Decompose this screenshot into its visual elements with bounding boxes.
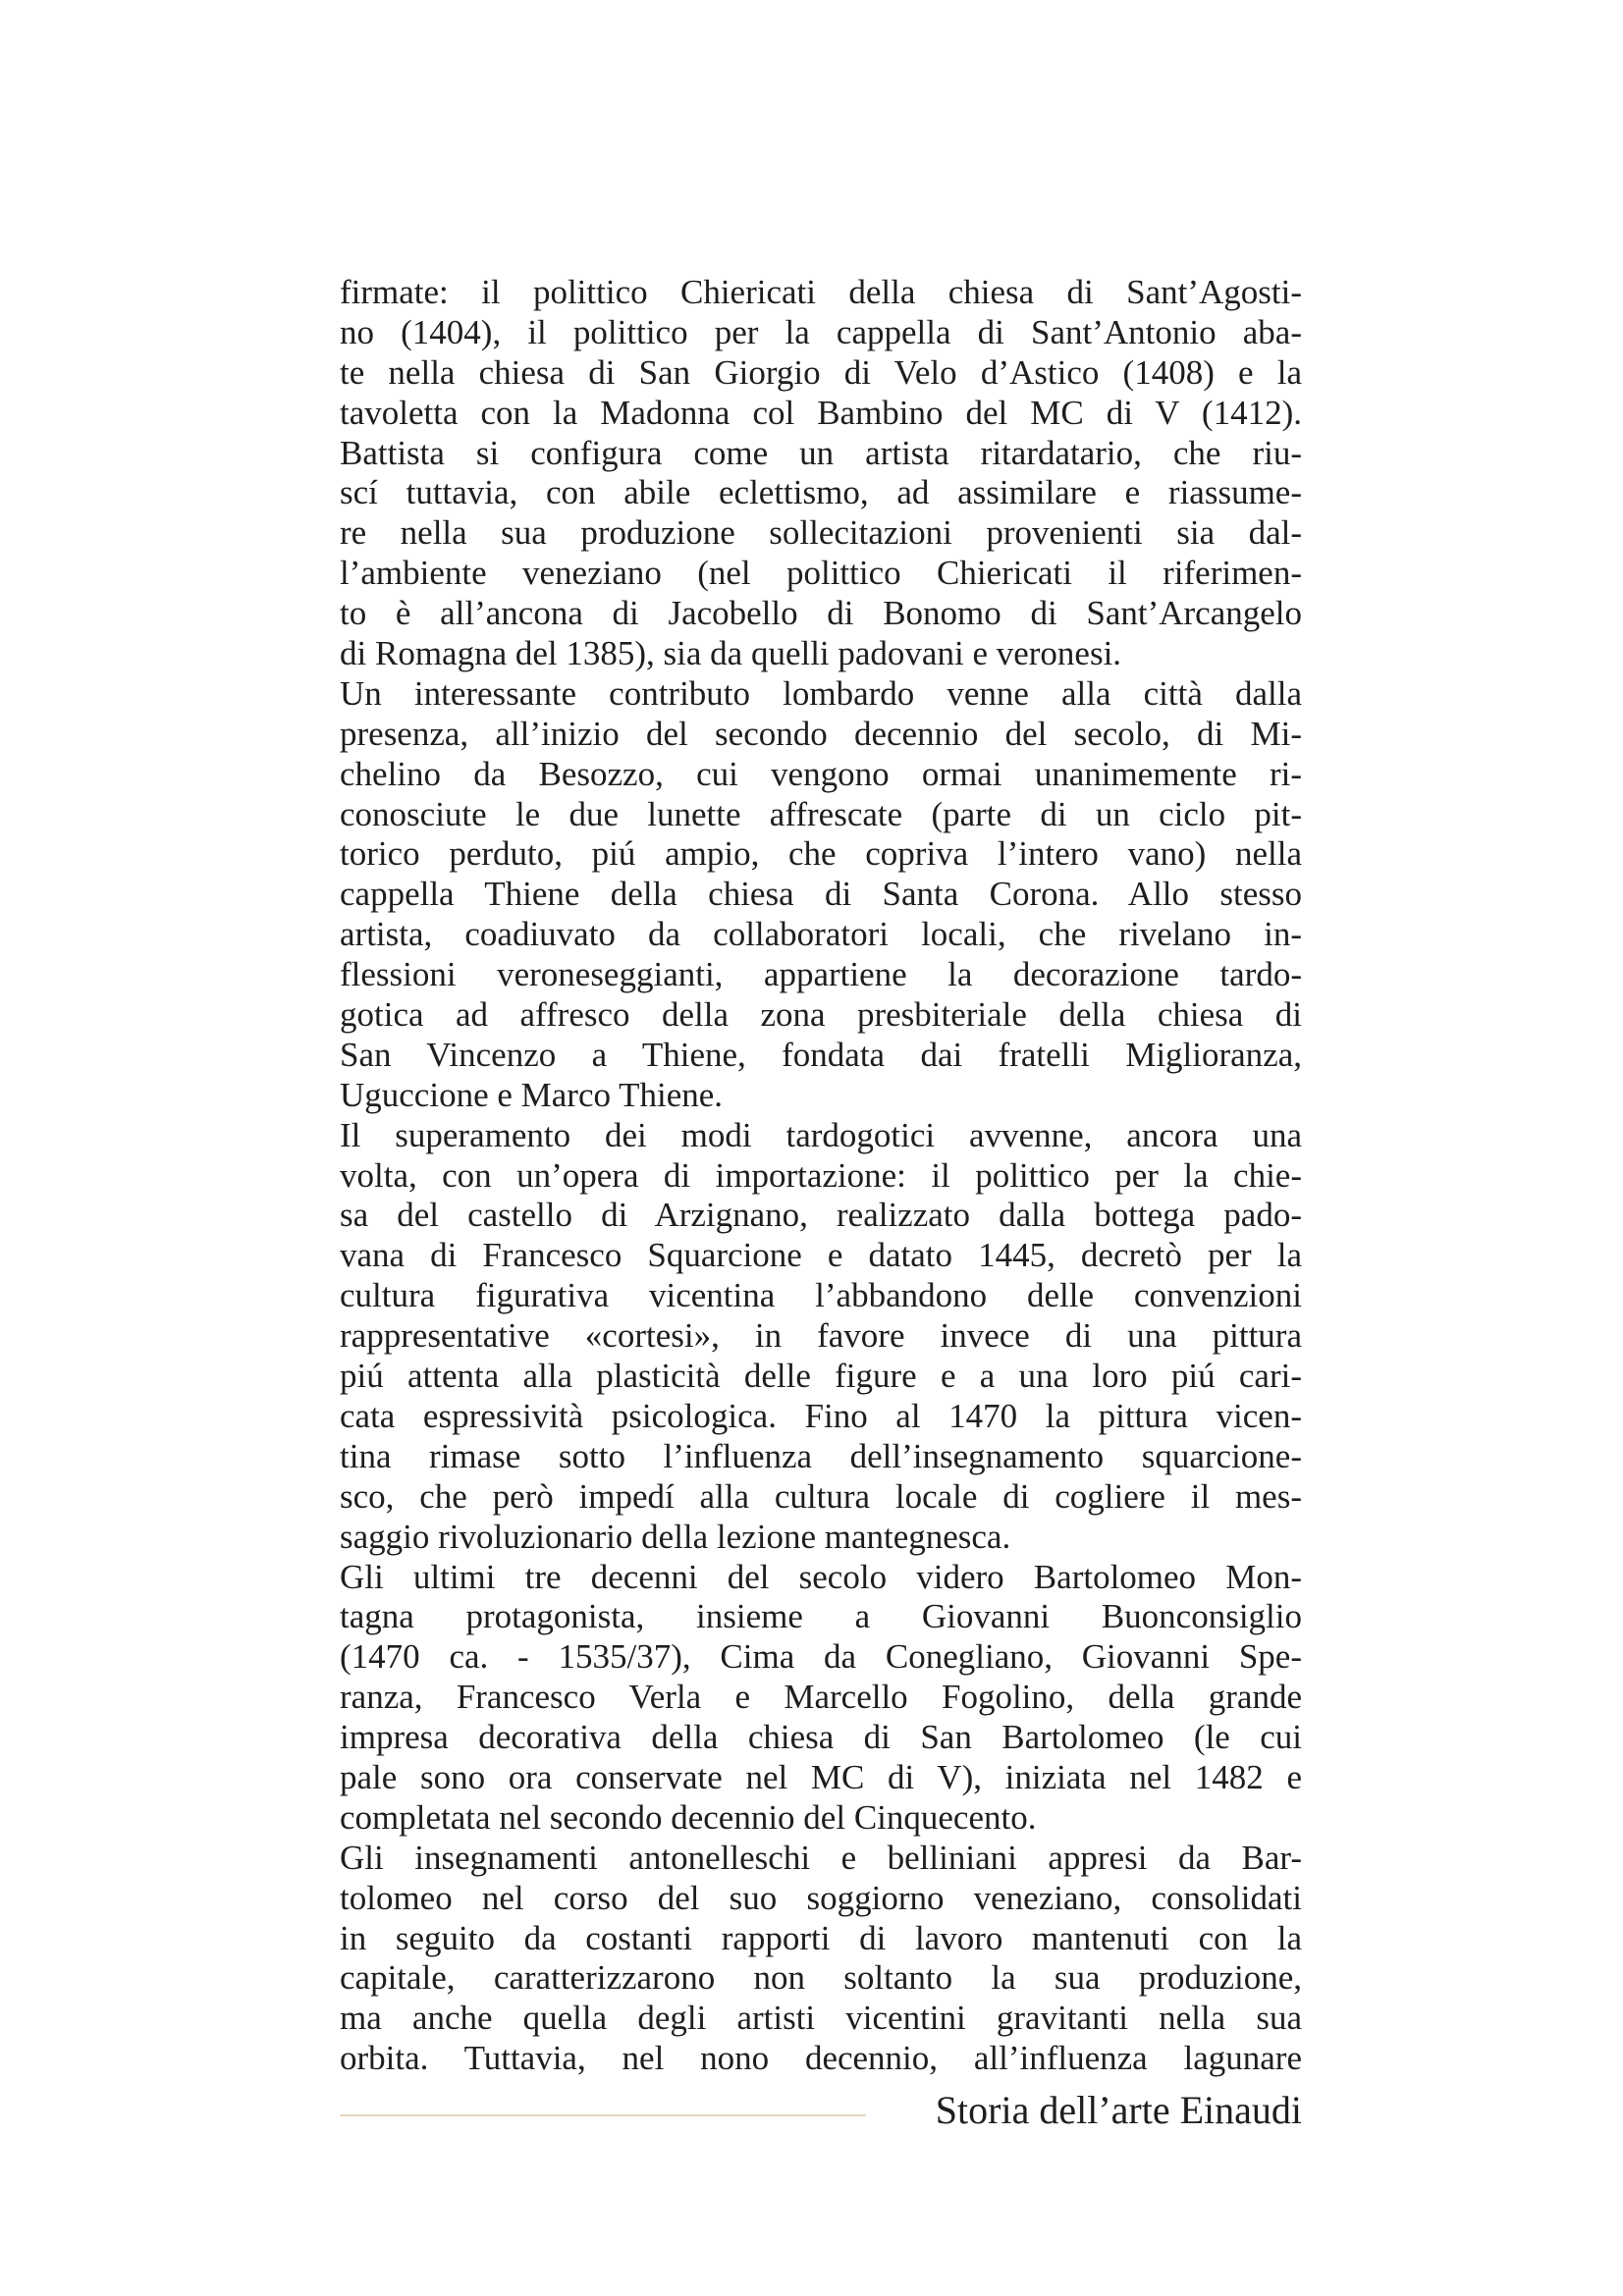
text-line: artista, coadiuvato da collaboratori locali, che rivelano in- — [340, 915, 1302, 954]
text-line: l’ambiente veneziano (nel polittico Chiericati il riferimen- — [340, 554, 1302, 593]
text-line: (1470 ca. - 1535/37), Cima da Conegliano, Giovanni Spe- — [340, 1637, 1302, 1677]
text-line: Uguccione e Marco Thiene. — [340, 1075, 724, 1114]
text-line: firmate: il polittico Chiericati della chiesa di Sant’Agosti- — [340, 273, 1302, 311]
text-line: Battista si configura come un artista ritardatario, che riu- — [340, 433, 1302, 472]
text-line: torico perduto, piú ampio, che copriva l’intero vano) nella — [340, 834, 1302, 874]
text-line: te nella chiesa di San Giorgio di Velo d’Astico (1408) e la — [340, 352, 1302, 392]
text-line: Il superamento dei modi tardogotici avvenne, ancora una — [340, 1115, 1302, 1154]
text-line: cultura figurativa vicentina l’abbandono delle convenzioni — [340, 1276, 1302, 1315]
text-line: chelino da Besozzo, cui vengono ormai unanimemente ri- — [340, 754, 1302, 793]
text-line: rappresentative «cortesi», in favore invece di una pittura — [340, 1316, 1302, 1356]
text-line: orbita. Tuttavia, nel nono decennio, all’influenza lagunare — [340, 2039, 1302, 2078]
text-line: cappella Thiene della chiesa di Santa Corona. Allo stesso — [340, 875, 1302, 914]
text-line: Gli ultimi tre decenni del secolo videro Bartolomeo Mon- — [340, 1557, 1302, 1596]
text-line: to è all’ancona di Jacobello di Bonomo di Sant’Arcangelo — [340, 594, 1302, 633]
footer-title: Storia dell’arte Einaudi — [935, 2088, 1302, 2132]
text-line: San Vincenzo a Thiene, fondata dai fratelli Miglioranza, — [340, 1035, 1302, 1074]
text-line: ma anche quella degli artisti vicentini gravitanti nella sua — [340, 1999, 1302, 2038]
text-line: vana di Francesco Squarcione e datato 1445, decretò per la — [340, 1236, 1302, 1275]
text-line: sa del castello di Arzignano, realizzato dalla bottega pado- — [340, 1196, 1302, 1235]
page-footer — [340, 2081, 1302, 2140]
text-line: Gli insegnamenti antonelleschi e belliniani appresi da Bar- — [340, 1838, 1302, 1877]
text-line: sco, che però impedí alla cultura locale di cogliere il mes- — [340, 1476, 1302, 1516]
text-line: capitale, caratterizzarono non soltanto la sua produzione, — [340, 1958, 1302, 1998]
text-line: gotica ad affresco della zona presbiteriale della chiesa di — [340, 995, 1302, 1035]
text-line: pale sono ora conservate nel MC di V), iniziata nel 1482 e — [340, 1757, 1302, 1796]
text-line: in seguito da costanti rapporti di lavoro mantenuti con la — [340, 1918, 1302, 1957]
text-line: di Romagna del 1385), sia da quelli padovani e veronesi. — [340, 634, 1122, 673]
text-line: tina rimase sotto l’influenza dell’insegnamento squarcione- — [340, 1436, 1302, 1475]
text-line: cata espressività psicologica. Fino al 1470 la pittura vicen- — [340, 1396, 1302, 1435]
text-line: volta, con un’opera di importazione: il polittico per la chie- — [340, 1155, 1302, 1195]
text-line: Un interessante contributo lombardo venne alla città dalla — [340, 673, 1302, 713]
body-text — [340, 273, 1302, 2079]
text-line: conosciute le due lunette affrescate (parte di un ciclo pit- — [340, 794, 1302, 833]
text-line: piú attenta alla plasticità delle figure e a una loro piú cari- — [340, 1357, 1302, 1396]
text-line: tagna protagonista, insieme a Giovanni Buonconsiglio — [340, 1597, 1302, 1636]
footer-rule — [340, 2114, 866, 2116]
text-line: ranza, Francesco Verla e Marcello Fogolino, della grande — [340, 1678, 1302, 1717]
text-line: completata nel secondo decennio del Cinquecento. — [340, 1797, 1037, 1837]
text-line: flessioni veroneseggianti, appartiene la decorazione tardo- — [340, 955, 1302, 994]
text-line: presenza, all’inizio del secondo decennio del secolo, di Mi- — [340, 714, 1302, 753]
text-line: saggio rivoluzionario della lezione mantegnesca. — [340, 1517, 1011, 1556]
text-line: tavoletta con la Madonna col Bambino del MC di V (1412). — [340, 393, 1302, 432]
text-line: re nella sua produzione sollecitazioni provenienti sia dal- — [340, 513, 1302, 553]
text-line: tolomeo nel corso del suo soggiorno veneziano, consolidati — [340, 1878, 1302, 1917]
text-line: no (1404), il polittico per la cappella di Sant’Antonio aba- — [340, 312, 1302, 351]
text-line: scí tuttavia, con abile eclettismo, ad assimilare e riassume- — [340, 473, 1302, 512]
text-line: impresa decorativa della chiesa di San Bartolomeo (le cui — [340, 1718, 1302, 1757]
